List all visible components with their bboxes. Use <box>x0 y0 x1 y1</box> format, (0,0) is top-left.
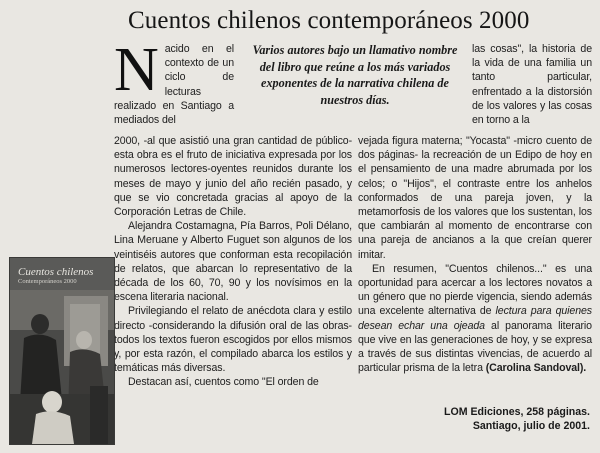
column-b-top <box>472 42 592 127</box>
body-paragraph-4: Destacan así, cuentos como "El orden de <box>128 376 319 389</box>
conclusion-text: En resumen, "Cuentos chilenos..." es una oportunidad para acercar a los lectores novatos a un género que no pierde vigencia, siendo además una excelente alternativa de <box>358 262 592 318</box>
cover-photo-art <box>10 290 114 444</box>
lead-paragraph: acido en el contexto de un ciclo de lecturas realizado en Santiago a mediados del <box>114 43 234 127</box>
conclusion-text-end: al panorama literario que vive en las generaciones de hoy, y se expresa a través de sus distintas vivencias, de acuerdo al particular prisma de la letra <box>358 319 592 375</box>
author-byline: (Carolina Sandoval). <box>485 362 587 375</box>
column-b-bottom <box>358 134 592 375</box>
column-a-bottom <box>114 134 352 390</box>
drop-cap: N <box>114 36 159 104</box>
body-paragraph-1: 2000, -al que asistió una gran cantidad de público- esta obra es el fruto de iniciativa expresada por los numerosos lectores-oyentes reunidos durante los meses de mayo y junio del año recién pasado, y que se vio concretada gracias al apoyo de la Corporación Letras de Chile. <box>114 135 352 219</box>
article-title: Cuentos chilenos contemporáneos 2000 <box>128 7 530 34</box>
body-paragraph-3: Privilegiando el relato de anécdota clara y estilo directo -considerando la difusión oral de las obras- todos los textos fueron escogidos por ellos mismos y, por esta razón, el compilado abarca los estilos y temáticas más diversas. <box>114 305 352 375</box>
body-paragraph-2: Alejandra Costamagna, Pía Barros, Poli Délano, Lina Meruane y Alberto Fuguet son algunos de los veintiséis autores que conforman esta recopilación de relatos, que abarcan lo representativo de la década de los 60, 70, 90 y los novísimos en la escena literaria nacional. <box>114 220 352 304</box>
book-cover-image <box>10 258 114 444</box>
place-date: Santiago, julio de 2001. <box>472 420 590 433</box>
standfirst: Varios autores bajo un llamativo nombre del libro que reúne a los más variados exponentes de la narrativa chilena de nuestros días. <box>252 43 458 107</box>
column-b-top-text: las cosas", la historia de la vida de una familia un tanto particular, enfrentado a la distorsión de los valores y las cosas en torno a la <box>472 43 592 127</box>
publisher-info: LOM Ediciones, 258 páginas. <box>443 406 590 418</box>
body-paragraph-5: vejada figura materna; "Yocasta" -micro cuento de dos páginas- la recreación de un Edipo de hoy en el pensamiento de una madre abrumada por los celos; o "Hijos", el contraste entre los anhelos conformados de una pareja joven, y la metamorfosis de los valores que los sustentan, los que cambiarán al momento de encontrarse con una pareja de ancianos a la que creían querer imitar. <box>358 135 592 261</box>
book-credits <box>358 405 590 433</box>
cover-title: Cuentos chilenos <box>18 266 94 278</box>
conclusion-italic: lectura para quienes desean echar una ojeada <box>358 305 593 332</box>
body-paragraph-6 <box>358 262 592 376</box>
cover-subtitle: Contemporáneos 2000 <box>18 278 77 285</box>
column-a-top <box>114 36 234 127</box>
